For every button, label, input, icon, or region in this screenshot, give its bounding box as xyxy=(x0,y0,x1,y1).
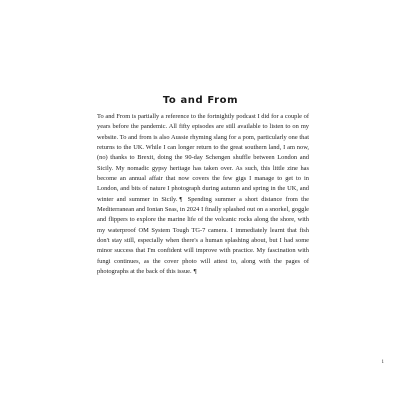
paragraph-2: Spending summer a short distance from the Mediterranean and Ionian Seas, in 2024 I finally splashed out on a snorkel, goggle and flippers to explore the marine life of the volcanic rocks along the shore, with my waterproof OM System Tough TG-7 camera. I immediately learnt that fish don't stay still, especially when there's a human splashing about, but I had some minor success that I'm confident will improve with practice. My fascination with fungi continues, as the cover photo will attest to, along with the pages of photographs at the back of this issue. xyxy=(97,195,309,276)
paragraph-1: To and From is partially a reference to the fortnightly podcast I did for a couple of years before the pandemic. All fifty episodes are still available to listen to on my website. To and from is also Aussie rhyming slang for a pom, particularly one that returns to the UK. While I can longer return to the great southern land, I am now, (no) thanks to Brexit, doing the 90-day Schengen shuffle between London and Sicily. My nomadic gypsy heritage has taken over. As such, this little zine has become an annual affair that now covers the few gigs I manage to get to in London, and bits of nature I photograph during autumn and spring in the UK, and winter and summer in Sicily. xyxy=(97,113,309,203)
body-text xyxy=(97,112,309,278)
page-number: 1 xyxy=(381,360,384,365)
page-title: To and From xyxy=(162,95,239,106)
pilcrow-mark-2: ¶ xyxy=(193,268,197,276)
pilcrow-mark-1: ¶ xyxy=(179,195,183,203)
